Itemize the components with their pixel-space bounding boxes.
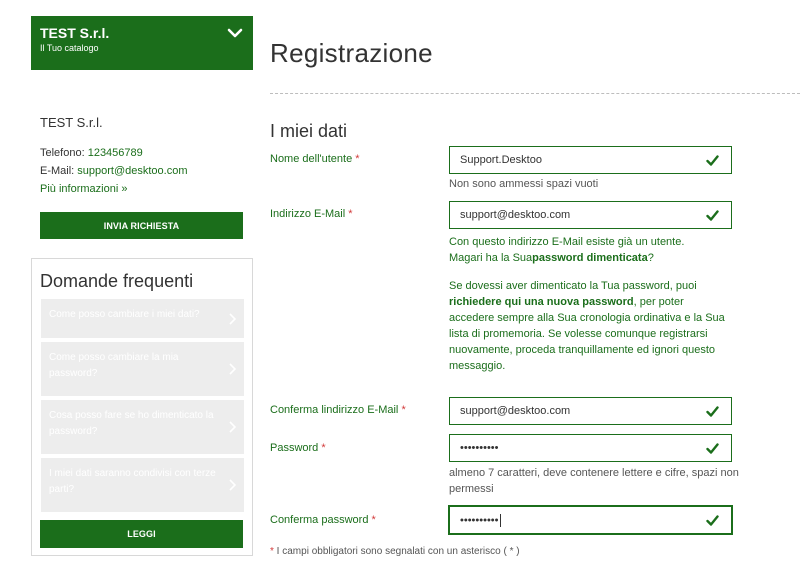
email-input[interactable] [449,201,732,229]
faq-question: I miei dati saranno condivisi con terze parti? [49,468,216,495]
request-new-password-link[interactable]: richiedere qui una nuova password [449,296,634,308]
password-value: •••••••••• [460,442,499,454]
email-value: support@desktoo.com [460,209,571,221]
chevron-right-icon [228,421,236,433]
email-exists-line: Con questo indirizzo E-Mail esiste già un utente. [449,236,685,248]
company-title: TEST S.r.l. [40,115,103,130]
page-title: Registrazione [270,38,433,68]
username-hint: Non sono ammessi spazi vuoti [449,178,599,190]
send-request-button[interactable]: INVIA RICHIESTA [40,212,243,239]
chevron-right-icon [228,313,236,325]
faq-panel [31,258,253,556]
checkmark-icon [706,515,719,526]
catalog-company-name: TEST S.r.l. [40,25,110,41]
email-exists-warning [449,234,732,266]
footnote-mark: * [270,546,274,557]
forgot-prefix: Magari ha la Sua [449,252,533,264]
password-confirm-dots: •••••••••• [460,513,499,526]
forgot-password-link[interactable]: password dimenticata [532,252,648,264]
email-confirm-input[interactable] [449,397,732,425]
read-button[interactable]: LEGGI [40,520,243,548]
password-label [270,442,326,454]
phone-label: Telefono: [40,147,88,159]
faq-item[interactable] [41,458,244,512]
section-title: I miei dati [270,121,348,141]
email-confirm-label-text: Conferma lindirizzo E-Mail [270,404,399,416]
required-footnote [270,546,520,557]
company-phone [40,144,250,162]
email-info-text [449,278,729,374]
company-email [40,162,250,180]
required-mark: * [371,514,376,526]
password-hint: almeno 7 caratteri, deve contenere lettere e cifre, spazi non permessi [449,467,739,495]
faq-item[interactable] [41,299,244,338]
text-caret [500,514,501,527]
username-label-text: Nome dell'utente [270,153,353,165]
catalog-subtitle: Il Tuo catalogo [40,43,99,53]
username-value: Support.Desktoo [460,154,542,166]
username-input[interactable] [449,146,732,174]
faq-item[interactable] [41,342,244,396]
password-label-text: Password [270,442,319,454]
required-mark: * [355,153,360,165]
catalog-header[interactable] [31,16,253,70]
chevron-down-icon[interactable] [227,27,243,39]
required-mark: * [401,404,406,416]
faq-question: Come posso cambiare i miei dati? [49,309,200,320]
more-info-link[interactable]: Più informazioni » [40,183,128,195]
divider [270,93,800,94]
password-confirm-label [270,514,376,526]
email-confirm-value: support@desktoo.com [460,405,571,417]
phone-link[interactable]: 123456789 [87,147,143,159]
chevron-right-icon [228,479,236,491]
username-label [270,153,360,165]
faq-item[interactable] [41,400,244,454]
checkmark-icon [706,155,719,166]
checkmark-icon [706,210,719,221]
password-confirm-label-text: Conferma password [270,514,369,526]
email-label [270,208,353,220]
faq-question: Cosa posso fare se ho dimenticato la password? [49,410,214,437]
info-prefix: Se dovessi aver dimenticato la Tua password, puoi [449,280,697,292]
checkmark-icon [706,406,719,417]
footnote-text: I campi obbligatori sono segnalati con un asterisco ( * ) [273,546,520,557]
email-confirm-label [270,404,406,416]
password-confirm-input[interactable] [449,506,732,534]
company-info [40,115,250,198]
email-link[interactable]: support@desktoo.com [77,165,188,177]
email-forgot-line [449,250,732,266]
password-confirm-value [460,514,731,527]
faq-question: Come posso cambiare la mia password? [49,352,179,379]
email-label: E-Mail: [40,165,78,177]
forgot-suffix: ? [647,252,654,264]
email-label-text: Indirizzo E-Mail [270,208,346,220]
required-mark: * [348,208,353,220]
required-mark: * [321,442,326,454]
info-suffix: , per poter accedere sempre alla Sua cronologia ordinativa e la Sua lista di promemoria. Se volesse comunque registrarsi nuovamente, proceda tranquillamente ed ignori questo messaggio. [449,296,725,372]
chevron-right-icon [228,363,236,375]
checkmark-icon [706,443,719,454]
password-input[interactable] [449,434,732,462]
faq-title: Domande frequenti [40,271,194,291]
